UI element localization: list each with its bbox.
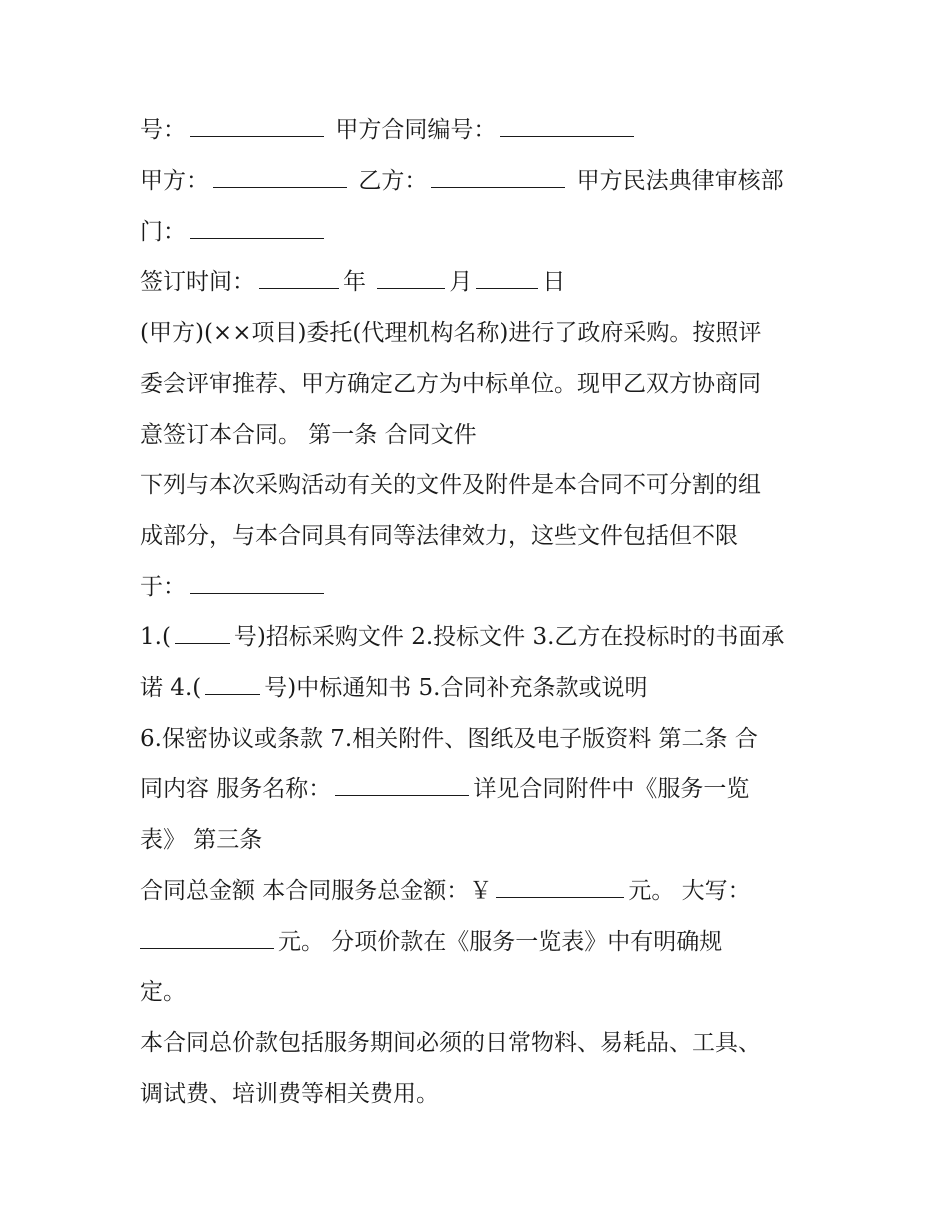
- blank-field: [190, 114, 324, 137]
- paragraph-line: [140, 519, 820, 553]
- month-label: 月: [449, 269, 473, 295]
- text: 同内容 服务名称：: [140, 776, 332, 802]
- text: 诺 4.(: [140, 675, 202, 701]
- paragraph-line: [140, 620, 820, 654]
- party-b-label: 乙方：: [358, 168, 428, 194]
- paragraph-line: [140, 570, 820, 604]
- contract-number-line: [140, 113, 820, 147]
- paragraph-line: [140, 468, 820, 502]
- blank-field: [140, 926, 274, 949]
- text: 号)招标采购文件 2.投标文件 3.乙方在投标时的书面承: [233, 624, 785, 650]
- blank-field: [431, 165, 565, 188]
- paragraph-line: [140, 1026, 820, 1060]
- blank-field: [259, 266, 339, 289]
- text: 号)中标通知书 5.合同补充条款或说明: [264, 675, 648, 701]
- parties-line: [140, 164, 820, 198]
- blank-field: [335, 773, 469, 796]
- text: 意签订本合同。 第一条 合同文件: [140, 422, 477, 448]
- paragraph-line: [140, 772, 820, 806]
- day-label: 日: [542, 269, 566, 295]
- department-label: 门：: [140, 219, 186, 245]
- text: 表》 第三条: [140, 827, 263, 853]
- text: 下列与本次采购活动有关的文件及附件是本合同不可分割的组: [140, 472, 761, 498]
- paragraph-line: [140, 975, 820, 1009]
- text: 1.(: [140, 624, 171, 650]
- sign-date-line: [140, 265, 820, 299]
- text: (甲方)(××项目)委托(代理机构名称)进行了政府采购。按照评: [140, 320, 762, 346]
- party-a-contract-number-label: 甲方合同编号：: [335, 117, 497, 143]
- text: 委会评审推荐、甲方确定乙方为中标单位。现甲乙双方协商同: [140, 371, 761, 397]
- text: 合同总金额 本合同服务总金额：￥: [140, 878, 493, 904]
- text: 成部分，与本合同具有同等法律效力，这些文件包括但不限: [140, 523, 738, 549]
- text: 本合同总价款包括服务期间必须的日常物料、易耗品、工具、: [140, 1030, 761, 1056]
- blank-field: [213, 165, 347, 188]
- blank-field: [175, 621, 230, 644]
- text: 6.保密协议或条款 7.相关附件、图纸及电子版资料 第二条 合: [140, 726, 758, 752]
- blank-field: [476, 266, 538, 289]
- number-label: 号：: [140, 117, 186, 143]
- text: 调试费、培训费等相关费用。: [140, 1081, 439, 1107]
- blank-field: [205, 672, 260, 695]
- paragraph-line: [140, 367, 820, 401]
- blank-field: [500, 114, 634, 137]
- paragraph-line: [140, 823, 820, 857]
- party-a-label: 甲方：: [140, 168, 209, 194]
- paragraph-line: [140, 1077, 820, 1111]
- blank-field: [190, 571, 324, 594]
- paragraph-line: [140, 418, 820, 452]
- sign-date-label: 签订时间：: [140, 269, 255, 295]
- blank-field: [190, 216, 324, 239]
- text: 定。: [140, 979, 186, 1005]
- review-department-label: 甲方民法典律审核部: [576, 168, 784, 194]
- paragraph-line: [140, 316, 820, 350]
- paragraph-line: [140, 925, 820, 959]
- paragraph-line: [140, 722, 820, 756]
- blank-field: [496, 875, 624, 898]
- department-line: [140, 215, 820, 249]
- text: 元。 分项价款在《服务一览表》中有明确规: [278, 929, 723, 955]
- year-label: 年: [343, 269, 366, 295]
- blank-field: [377, 266, 445, 289]
- text: 详见合同附件中《服务一览: [473, 776, 750, 802]
- text: 于：: [140, 574, 186, 600]
- text: 元。 大写：: [628, 878, 751, 904]
- paragraph-line: [140, 671, 820, 705]
- paragraph-line: [140, 874, 820, 908]
